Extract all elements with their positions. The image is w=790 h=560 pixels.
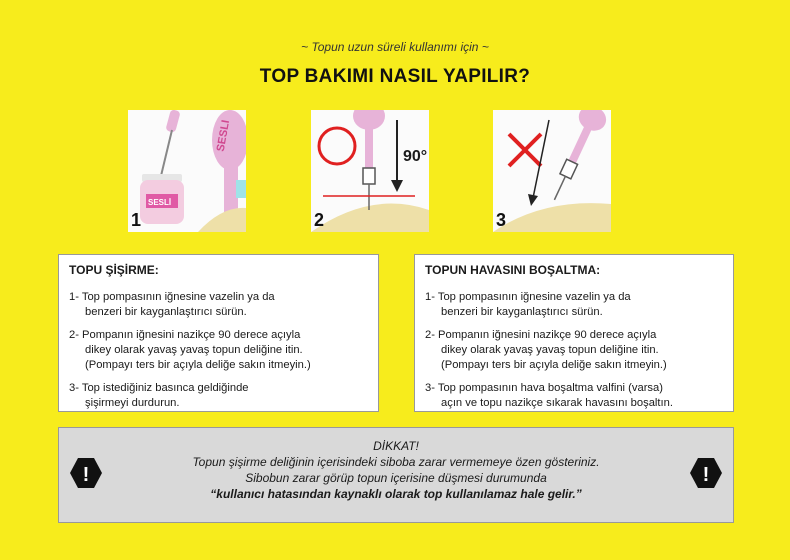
- inflate-title: TOPU ŞİŞİRME:: [69, 263, 159, 277]
- list-item: 1- Top pompasının iğnesine vazelin ya da benzeri bir kayganlaştırıcı sürün.: [69, 291, 275, 318]
- svg-text:SESLI: SESLI: [214, 119, 233, 153]
- deflate-instructions: [414, 254, 734, 412]
- warning-box: [58, 427, 734, 523]
- step-number-3: 3: [496, 210, 507, 230]
- step-photo-1: [128, 110, 246, 232]
- warning-line-1: Topun şişirme deliğinin içerisindeki siboba zarar vermemeye özen gösteriniz.: [192, 455, 600, 469]
- list-item: 2- Pompanın iğnesini nazikçe 90 derece açıyla dikey olarak yavaş yavaş topun deliğine itin. (Pompayı ters bir açıyla deliğe sakın itmeyin.): [69, 329, 311, 371]
- step-number-2: 2: [314, 210, 325, 230]
- warning-hexagon-icon: [69, 457, 103, 489]
- warning-line-3: “kullanıcı hatasından kaynaklı olarak top kullanılamaz hale gelir.”: [210, 487, 582, 501]
- step-photo-2: [311, 110, 429, 232]
- inflate-instructions: [58, 254, 379, 412]
- svg-text:SESLİ: SESLİ: [148, 198, 172, 207]
- list-item: 3- Top pompasının hava boşaltma valfini (varsa) açın ve topu nazikçe sıkarak havasını boşaltın.: [425, 382, 673, 409]
- list-item: 2- Pompanın iğnesini nazikçe 90 derece açıyla dikey olarak yavaş yavaş topun deliğine itin. (Pompayı ters bir açıyla deliğe sakın itmeyin.): [425, 329, 667, 371]
- svg-text:!: !: [82, 464, 90, 486]
- warning-line-2: Sibobun zarar görüp topun içerisine düşmesi durumunda: [245, 471, 547, 485]
- deflate-title: TOPUN HAVASINI BOŞALTMA:: [425, 263, 601, 277]
- list-item: 1- Top pompasının iğnesine vazelin ya da benzeri bir kayganlaştırıcı sürün.: [425, 291, 631, 318]
- warning-title: DİKKAT!: [373, 439, 419, 453]
- step-photo-3: [493, 110, 611, 232]
- page-title: TOP BAKIMI NASIL YAPILIR?: [259, 66, 531, 87]
- subtitle: ~ Topun uzun süreli kullanımı için ~: [301, 40, 489, 54]
- angle-label: 90°: [403, 148, 428, 165]
- step-number-1: 1: [131, 210, 142, 230]
- list-item: 3- Top istediğiniz basınca geldiğinde şişirmeyi durdurun.: [69, 382, 249, 409]
- svg-text:!: !: [702, 464, 710, 486]
- warning-hexagon-icon: [689, 457, 723, 489]
